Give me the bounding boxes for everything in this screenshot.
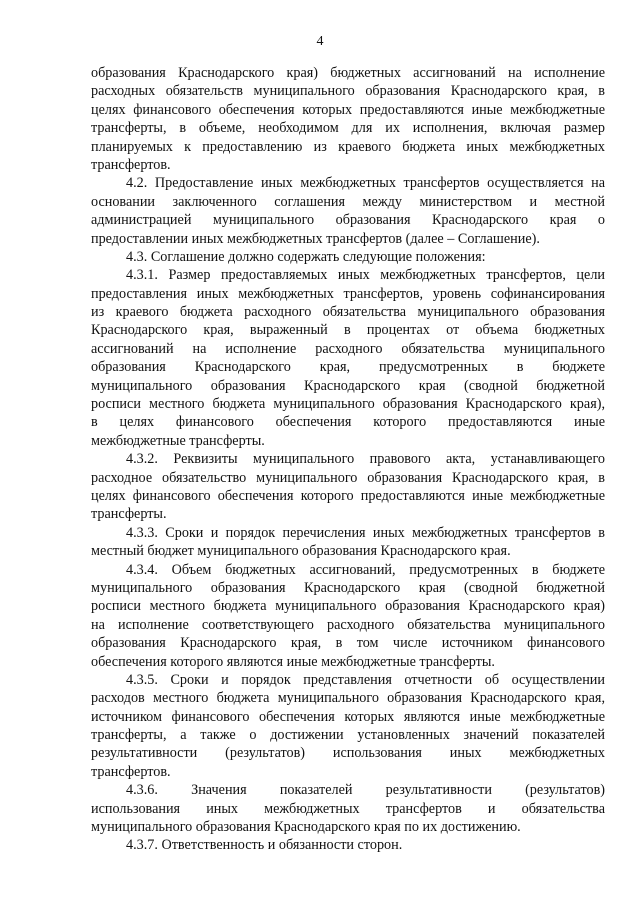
text-line: использования иных межбюджетных трансфертов и обязательства xyxy=(91,800,605,817)
text-line: обеспечения которого являются иные межбюджетные трансферты. xyxy=(91,653,495,670)
text-line: муниципального образования Краснодарского края (сводной бюджетной xyxy=(91,377,605,394)
text-line: муниципального образования Краснодарского края по их достижению. xyxy=(91,819,521,836)
text-line: росписи местного бюджета муниципального образования Краснодарского края), xyxy=(91,396,605,413)
text-line: расходных обязательств муниципального образования Краснодарского края, в xyxy=(91,83,605,100)
text-line: основании заключенного соглашения между министерством и местной xyxy=(91,193,605,210)
text-line: предоставлении иных межбюджетных трансфертов (далее – Соглашение). xyxy=(91,230,540,247)
text-line: 4.3.2. Реквизиты муниципального правового акта, устанавливающего xyxy=(126,451,605,468)
text-line: трансферты, а также о достижении установленных значений показателей xyxy=(91,727,605,744)
text-line: из краевого бюджета расходного обязательства муниципального образования xyxy=(91,304,605,321)
text-line: 4.3.5. Сроки и порядок представления отчетности об осуществлении xyxy=(126,671,605,688)
text-line: ассигнований на исполнение расходного обязательства муниципального xyxy=(91,340,605,357)
text-line: местный бюджет муниципального образования Краснодарского края. xyxy=(91,543,511,560)
text-line: Краснодарского края, выраженный в процентах от объема бюджетных xyxy=(91,322,605,339)
page-number: 4 xyxy=(316,34,324,49)
text-line: 4.3. Соглашение должно содержать следующие положения: xyxy=(126,248,486,265)
text-line: трансфертов. xyxy=(91,156,171,173)
text-line: трансферты. xyxy=(91,506,167,523)
text-line: трансферты, в объеме, необходимом для их исполнения, включая размер xyxy=(91,120,605,137)
text-line: 4.3.6. Значения показателей результативности (результатов) xyxy=(126,782,605,799)
text-line: результативности (результатов) использования иных межбюджетных xyxy=(91,745,605,762)
text-line: планируемых к предоставлению из краевого бюджета иных межбюджетных xyxy=(91,138,605,155)
text-line: муниципального образования Краснодарского края (сводной бюджетной xyxy=(91,579,605,596)
text-line: источником финансового обеспечения которых являются иные межбюджетные xyxy=(91,708,605,725)
text-line: на исполнение соответствующего расходного обязательства муниципального xyxy=(91,616,605,633)
text-line: в целях финансового обеспечения которого предоставляются иные xyxy=(91,414,605,431)
text-line: расходное обязательство муниципального образования Краснодарского края, в xyxy=(91,469,605,486)
text-line: расходов местного бюджета муниципального образования Краснодарского края, xyxy=(91,690,605,707)
text-line: 4.3.1. Размер предоставляемых иных межбюджетных трансфертов, цели xyxy=(126,267,605,284)
text-line: 4.3.4. Объем бюджетных ассигнований, предусмотренных в бюджете xyxy=(126,561,605,578)
text-line: образования Краснодарского края, в том числе источником финансового xyxy=(91,635,605,652)
text-line: образования Краснодарского края, предусмотренных в бюджете xyxy=(91,359,605,376)
text-line: межбюджетные трансферты. xyxy=(91,432,265,449)
text-line: целях финансового обеспечения которых предоставляются иные межбюджетные xyxy=(91,101,605,118)
body-text xyxy=(91,64,605,855)
text-line: 4.3.7. Ответственность и обязанности сторон. xyxy=(126,837,403,854)
text-line: 4.3.3. Сроки и порядок перечисления иных межбюджетных трансфертов в xyxy=(126,524,605,541)
text-line: трансфертов. xyxy=(91,763,171,780)
text-line: администрацией муниципального образования Краснодарского края о xyxy=(91,212,605,229)
text-line: росписи местного бюджета муниципального образования Краснодарского края) xyxy=(91,598,605,615)
text-line: целях финансового обеспечения которого предоставляются иные межбюджетные xyxy=(91,487,605,504)
text-line: образования Краснодарского края) бюджетных ассигнований на исполнение xyxy=(91,65,605,81)
text-line: предоставления иных межбюджетных трансфертов, уровень софинансирования xyxy=(91,285,605,302)
text-line: 4.2. Предоставление иных межбюджетных трансфертов осуществляется на xyxy=(126,175,605,192)
